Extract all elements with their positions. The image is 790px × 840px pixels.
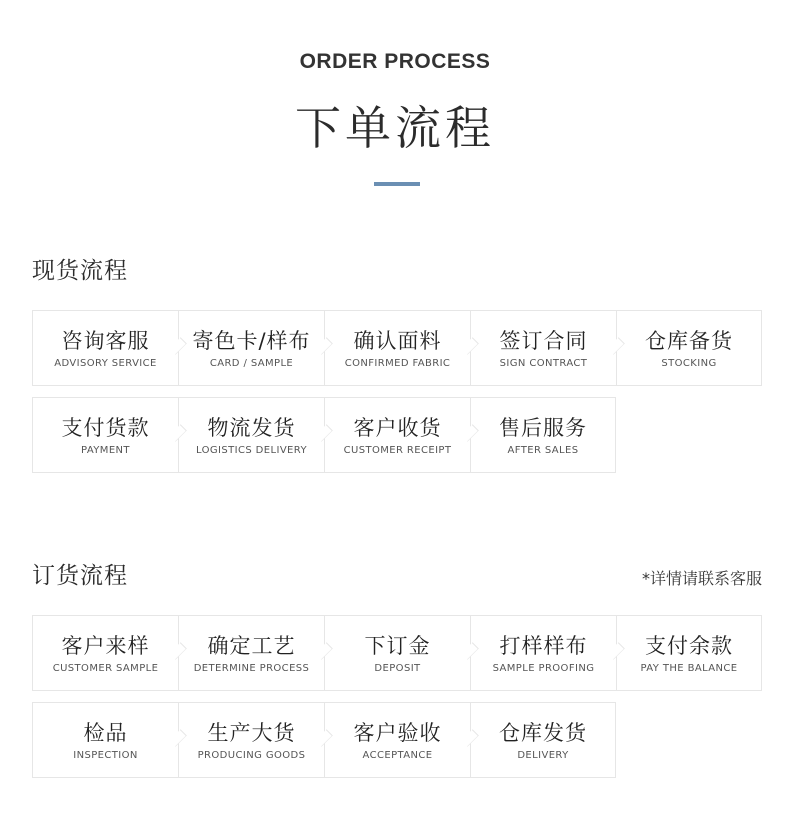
step-label-cn: 签订合同 [499,328,588,353]
header-title-en: ORDER PROCESS [299,50,491,73]
step-label-cn: 生产大货 [207,720,296,745]
order-section-note: *详情请联系客服 [641,569,762,588]
step-label-en: ADVISORY SERVICE [54,357,157,369]
header-accent-bar [374,182,420,186]
step-label-en: ACCEPTANCE [362,749,433,761]
step-label-en: DELIVERY [517,749,569,761]
process-step [32,615,178,691]
step-label-cn: 确定工艺 [207,633,296,658]
step-label-en: AFTER SALES [507,444,579,456]
step-label-cn: 支付余款 [645,633,733,658]
process-step [178,702,324,778]
process-step [324,702,470,778]
process-step [32,702,178,778]
step-label-en: CUSTOMER SAMPLE [52,662,159,674]
step-label-en: PAYMENT [81,444,130,456]
order-row-1 [32,615,762,691]
step-label-cn: 寄色卡/样布 [192,328,311,353]
step-label-cn: 检品 [83,720,128,745]
process-step [32,310,178,386]
step-label-en: DEPOSIT [374,662,421,674]
step-label-en: DETERMINE PROCESS [193,662,310,674]
step-label-cn: 确认面料 [353,328,442,353]
step-label-en: LOGISTICS DELIVERY [195,444,307,456]
step-label-cn: 物流发货 [207,415,296,440]
order-section-title: 订货流程 [32,563,128,589]
step-label-cn: 仓库发货 [499,720,587,745]
process-step [324,615,470,691]
step-label-en: PRODUCING GOODS [197,749,306,761]
step-label-cn: 售后服务 [499,415,587,440]
process-step [178,310,324,386]
step-label-cn: 下订金 [364,633,431,658]
spot-row-1 [32,310,762,386]
process-step [178,397,324,473]
step-label-en: INSPECTION [73,749,138,761]
step-label-cn: 咨询客服 [61,328,150,353]
step-label-en: SIGN CONTRACT [499,357,588,369]
step-label-en: CARD / SAMPLE [209,357,294,369]
spot-section-title: 现货流程 [32,258,128,284]
process-step [324,397,470,473]
step-label-cn: 支付货款 [61,415,150,440]
process-step [324,310,470,386]
step-label-en: CONFIRMED FABRIC [344,357,451,369]
process-step [470,615,616,691]
process-step [178,615,324,691]
process-step [616,310,762,386]
step-label-en: STOCKING [661,357,717,369]
step-label-cn: 客户验收 [353,720,442,745]
process-step [470,702,616,778]
step-label-en: PAY THE BALANCE [640,662,738,674]
order-row-2 [32,702,616,778]
step-label-cn: 打样样布 [499,633,588,658]
step-label-cn: 仓库备货 [645,328,733,353]
header-title-zh: 下单流程 [295,101,495,155]
process-step [616,615,762,691]
process-step [32,397,178,473]
step-label-cn: 客户收货 [353,415,442,440]
step-label-en: SAMPLE PROOFING [492,662,595,674]
step-label-cn: 客户来样 [61,633,150,658]
process-step [470,397,616,473]
spot-row-2 [32,397,616,473]
process-step [470,310,616,386]
step-label-en: CUSTOMER RECEIPT [343,444,452,456]
